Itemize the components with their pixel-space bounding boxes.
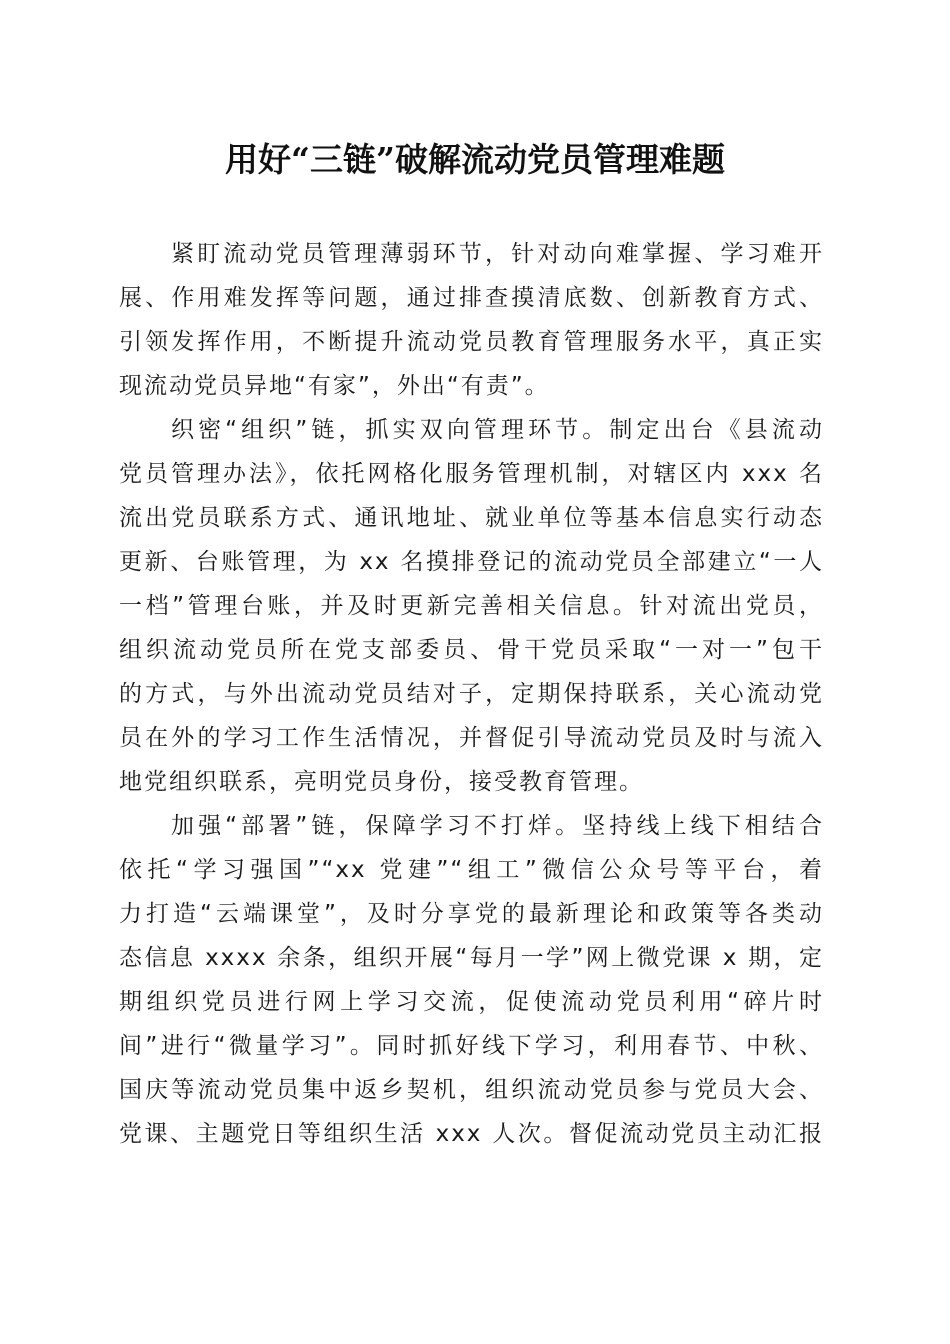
paragraph-1 [119,232,824,408]
paragraph-line: 的方式，与外出流动党员结对子，定期保持联系，关心流动党 [119,681,824,707]
paragraph-line: 力打造“云端课堂”，及时分享党的最新理论和政策等各类动 [119,901,824,927]
paragraph-line: 一档”管理台账，并及时更新完善相关信息。针对流出党员， [119,593,824,619]
paragraph-line: 党员管理办法》，依托网格化服务管理机制，对辖区内 xxx 名 [119,461,824,487]
paragraph-line: 紧盯流动党员管理薄弱环节，针对动向难掌握、学习难开 [171,241,824,267]
paragraph-line: 态信息 xxxx 余条，组织开展“每月一学”网上微党课 x 期，定 [119,945,824,971]
paragraph-line: 现流动党员异地“有家”，外出“有责”。 [119,373,550,399]
paragraph-2 [119,408,824,804]
paragraph-line: 党课、主题党日等组织生活 xxx 人次。督促流动党员主动汇报 [119,1121,824,1147]
paragraph-line: 加强“部署”链，保障学习不打烊。坚持线上线下相结合 [171,813,824,839]
paragraph-line: 国庆等流动党员集中返乡契机，组织流动党员参与党员大会、 [119,1077,824,1103]
document-body [119,232,824,1156]
paragraph-3 [119,804,824,1156]
document-title: 用好“三链”破解流动党员管理难题 [225,140,725,179]
paragraph-line: 间”进行“微量学习”。同时抓好线下学习，利用春节、中秋、 [119,1033,824,1059]
paragraph-line: 展、作用难发挥等问题，通过排查摸清底数、创新教育方式、 [119,285,824,311]
paragraph-line: 流出党员联系方式、通讯地址、就业单位等基本信息实行动态 [119,505,824,531]
paragraph-line: 组织流动党员所在党支部委员、骨干党员采取“一对一”包干 [119,637,824,663]
paragraph-line: 员在外的学习工作生活情况，并督促引导流动党员及时与流入 [119,725,824,751]
paragraph-line: 地党组织联系，亮明党员身份，接受教育管理。 [119,769,644,795]
paragraph-line: 引领发挥作用，不断提升流动党员教育管理服务水平，真正实 [119,329,824,355]
paragraph-line: 更新、台账管理，为 xx 名摸排登记的流动党员全部建立“一人 [119,549,824,575]
paragraph-line: 期组织党员进行网上学习交流，促使流动党员利用“碎片时 [119,989,824,1015]
paragraph-line: 织密“组织”链，抓实双向管理环节。制定出台《县流动 [171,417,824,443]
paragraph-line: 依托“学习强国”“xx 党建”“组工”微信公众号等平台，着 [119,857,824,883]
